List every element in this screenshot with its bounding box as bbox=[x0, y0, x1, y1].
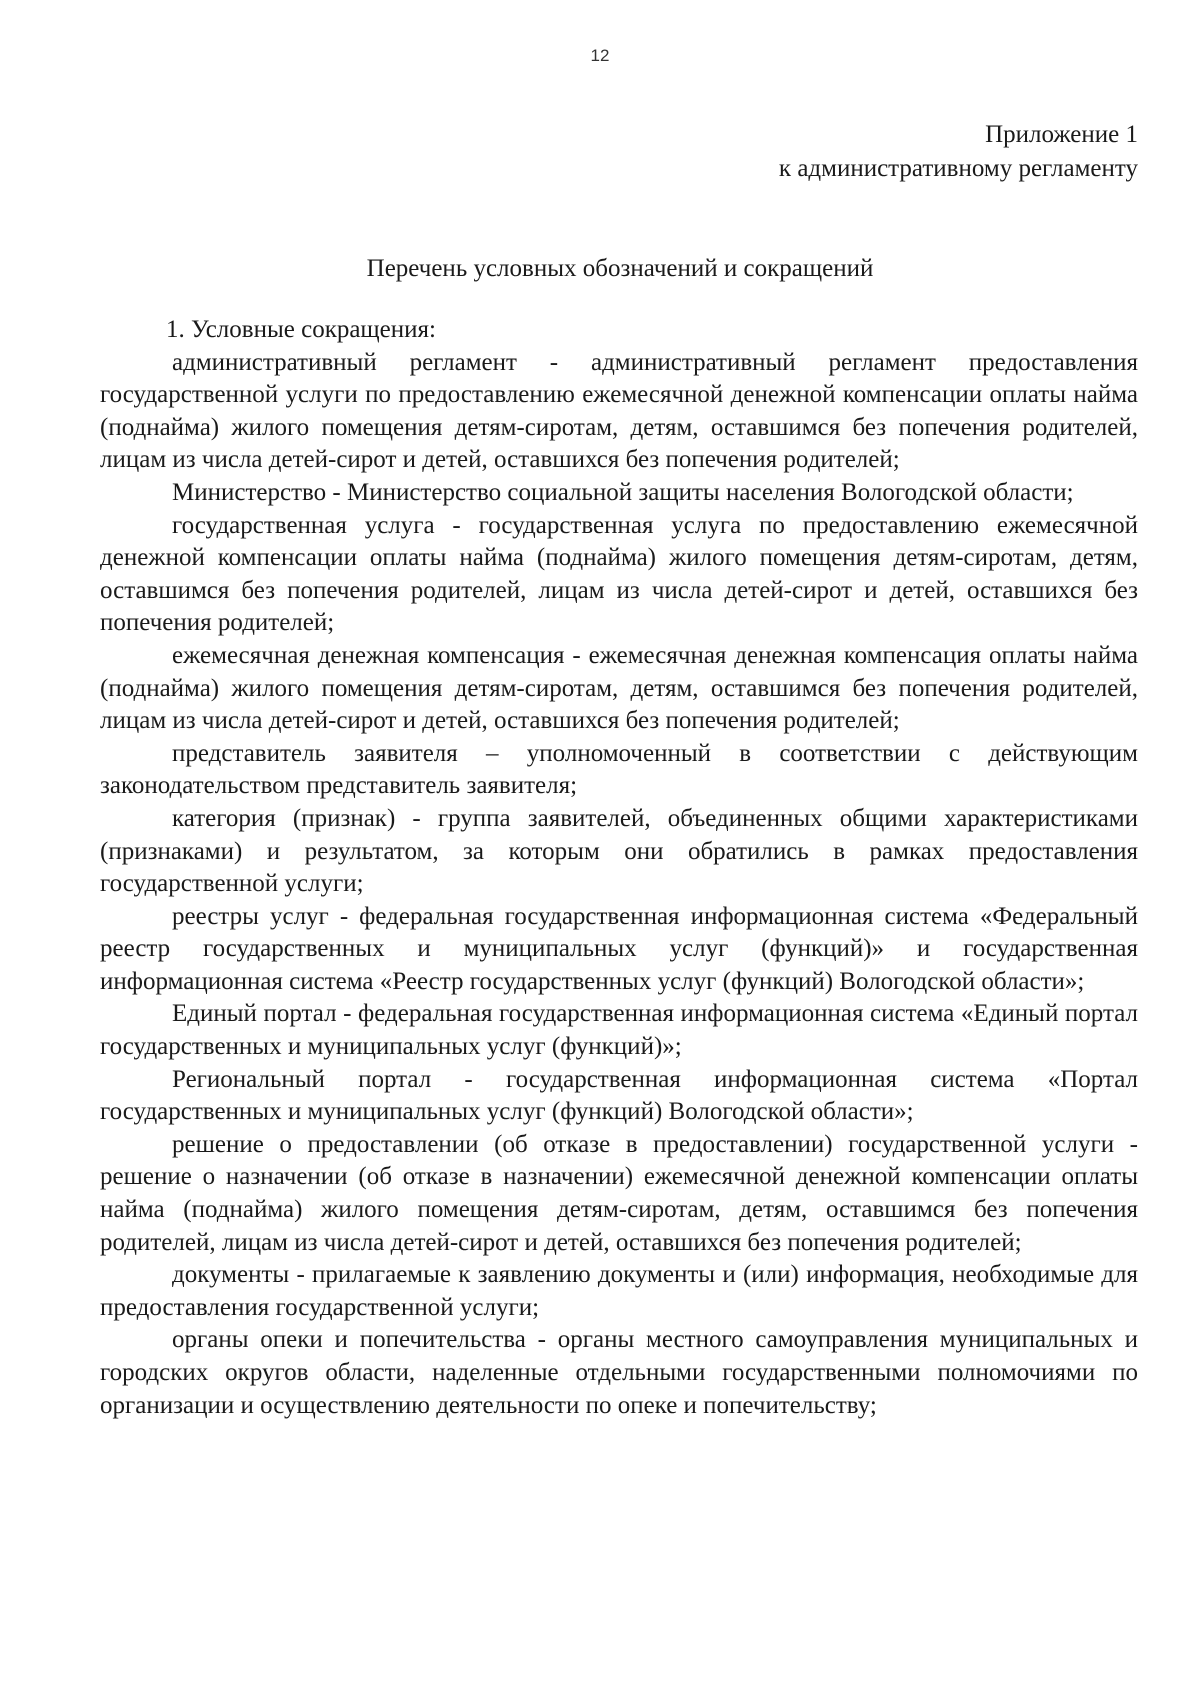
paragraph-admin-regulation: административный регламент - административный регламент предоставления государственной услуги по предоставлению ежемесячной денежной компенсации оплаты найма (поднайма) жилого помещения детям-сиротам, детям, оставшимся без попечения родителей, лицам из числа детей-сирот и детей, оставшихся без попечения родителей; bbox=[100, 348, 1138, 474]
section-heading: 1. Условные сокращения: bbox=[166, 316, 436, 343]
appendix-line-1: Приложение 1 bbox=[985, 121, 1138, 148]
document-body bbox=[100, 314, 1138, 1422]
document-title: Перечень условных обозначений и сокращений bbox=[366, 255, 874, 282]
paragraph-decision: решение о предоставлении (об отказе в предоставлении) государственной услуги - решение о назначении (об отказе в назначении) ежемесячной денежной компенсации оплаты найма (поднайма) жилого помещения детям-сиротам, детям, оставшимся без попечения родителей, лицам из числа детей-сирот и детей, оставшихся без попечения родителей; bbox=[100, 1130, 1138, 1256]
paragraph-applicant-representative: представитель заявителя – уполномоченный в соответствии с действующим законодательством представитель заявителя; bbox=[100, 739, 1138, 800]
paragraph-regional-portal: Региональный портал - государственная информационная система «Портал государственных и муниципальных услуг (функций) Вологодской области»; bbox=[100, 1065, 1138, 1126]
page-number: 12 bbox=[590, 46, 610, 65]
paragraph-unified-portal: Единый портал - федеральная государственная информационная система «Единый портал государственных и муниципальных услуг (функций)»; bbox=[100, 1000, 1138, 1061]
paragraph-guardianship-bodies: органы опеки и попечительства - органы местного самоуправления муниципальных и городских округов области, наделенные отдельными государственными полномочиями по организации и осуществлению деятельности по опеке и попечительству; bbox=[100, 1326, 1138, 1419]
paragraph-service-registries: реестры услуг - федеральная государственная информационная система «Федеральный реестр государственных и муниципальных услуг (функций)» и государственная информационная система «Реестр государственных услуг (функций) Вологодской области»; bbox=[100, 902, 1138, 995]
paragraph-state-service: государственная услуга - государственная услуга по предоставлению ежемесячной денежной компенсации оплаты найма (поднайма) жилого помещения детям-сиротам, детям, оставшимся без попечения родителей, лицам из числа детей-сирот и детей, оставшихся без попечения родителей; bbox=[100, 511, 1138, 637]
appendix-line-2: к административному регламенту bbox=[778, 155, 1138, 182]
paragraph-category: категория (признак) - группа заявителей, объединенных общими характеристиками (признаками) и результатом, за которым они обратились в рамках предоставления государственной услуги; bbox=[100, 804, 1138, 898]
paragraph-documents: документы - прилагаемые к заявлению документы и (или) информация, необходимые для предоставления государственной услуги; bbox=[100, 1261, 1138, 1321]
paragraph-monthly-compensation: ежемесячная денежная компенсация - ежемесячная денежная компенсация оплаты найма (поднайма) жилого помещения детям-сиротам, детям, оставшимся без попечения родителей, лицам из числа детей-сирот и детей, оставшихся без попечения родителей; bbox=[100, 641, 1138, 735]
appendix-note bbox=[779, 118, 1138, 186]
paragraph-ministry: Министерство - Министерство социальной защиты населения Вологодской области; bbox=[172, 478, 1074, 506]
